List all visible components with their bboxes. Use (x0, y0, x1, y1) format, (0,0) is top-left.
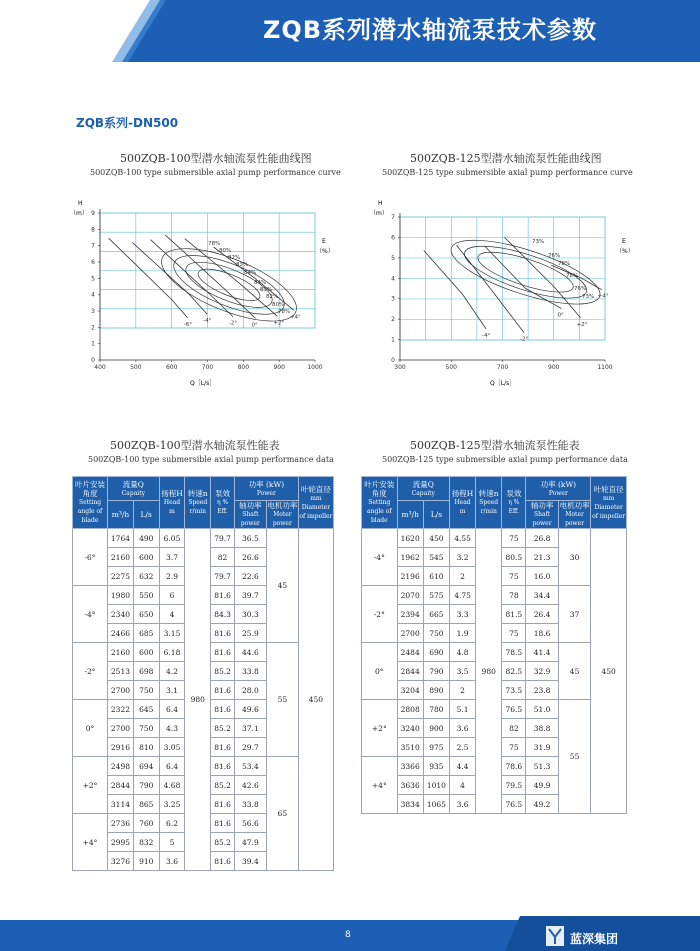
chart-125-title: 500ZQB-125型潜水轴流泵性能曲线图 (410, 152, 602, 165)
table-cell: 32.9 (526, 662, 558, 681)
table-cell: 75 (502, 624, 526, 643)
table-cell: 3.6 (159, 852, 185, 871)
y-tick-label: 4 (91, 291, 95, 299)
table-cell: 2.9 (159, 567, 185, 586)
angle-cell: -4° (73, 586, 108, 643)
table-cell: 3114 (108, 795, 134, 814)
col-speed: 转速n Speed r/min (185, 477, 211, 529)
angle-label: -4° (482, 332, 491, 339)
y-tick-label: 2 (91, 324, 95, 332)
table-cell: 550 (133, 586, 159, 605)
table-cell: 2844 (397, 662, 423, 681)
diameter-cell: 450 (591, 529, 627, 814)
table-cell: 2736 (108, 814, 134, 833)
y-tick-label: 3 (91, 308, 95, 315)
angle-label: -2° (520, 336, 529, 343)
x-tick-label: 900 (273, 364, 285, 371)
x-tick-label: 1100 (597, 364, 613, 371)
y-tick-label: 5 (391, 254, 395, 262)
table-cell: 1.9 (449, 624, 475, 643)
table-cell: 1620 (397, 529, 423, 548)
col-head: 扬程H Head m (449, 477, 475, 529)
table-cell: 75 (502, 738, 526, 757)
table-cell: 78 (502, 586, 526, 605)
table-cell: 2808 (397, 700, 423, 719)
y-tick-label: 5 (91, 275, 95, 283)
x-tick-label: 500 (130, 364, 142, 371)
table-cell: 36.5 (234, 529, 266, 548)
table-cell: 6.18 (159, 643, 185, 662)
table-cell: 29.7 (234, 738, 266, 757)
table-cell: 5.1 (449, 700, 475, 719)
angle-cell: 0° (362, 643, 398, 700)
table-cell: 47.9 (234, 833, 266, 852)
table-cell: 81.6 (211, 814, 235, 833)
table-cell: 632 (133, 567, 159, 586)
table-cell: 750 (423, 624, 449, 643)
x-tick-label: 700 (496, 364, 509, 371)
table-cell: 34.4 (526, 586, 558, 605)
angle-label: -2° (228, 320, 238, 327)
table-cell: 51.3 (526, 757, 558, 776)
col-speed: 转速n Speed r/min (476, 477, 502, 529)
y-tick-label: 0 (91, 357, 95, 364)
table-row (362, 529, 627, 548)
chart-100-e-unit: （%） (316, 248, 334, 255)
table-cell: 4 (159, 605, 185, 624)
efficiency-label: 78% (278, 309, 291, 315)
efficiency-label: 73% (532, 239, 545, 245)
x-tick-label: 500 (445, 364, 457, 371)
table-cell: 26.8 (526, 529, 558, 548)
table-cell: 450 (423, 529, 449, 548)
table-cell: 890 (423, 681, 449, 700)
table-cell: 2700 (397, 624, 423, 643)
table-cell: 3204 (397, 681, 423, 700)
table-cell: 51.0 (526, 700, 558, 719)
col-head: 扬程H Head m (159, 477, 185, 529)
table-cell: 26.4 (526, 605, 558, 624)
table-cell: 3276 (108, 852, 134, 871)
chart-125-h-label: H (378, 200, 383, 207)
x-tick-label: 900 (548, 364, 560, 371)
col-power: 功率 (kW) Power (234, 477, 298, 501)
table-cell: 81.6 (211, 757, 235, 776)
table-cell: 790 (133, 776, 159, 795)
table-cell: 82 (502, 719, 526, 738)
table-cell: 694 (133, 757, 159, 776)
table-row (73, 529, 334, 548)
efficiency-label: 73% (582, 294, 595, 300)
table-cell: 610 (423, 567, 449, 586)
table-125-subtitle: 500ZQB-125 type submersible axial pump performance data (382, 455, 628, 464)
table-cell: 545 (423, 548, 449, 567)
table-cell: 2513 (108, 662, 134, 681)
table-cell: 4.2 (159, 662, 185, 681)
table-cell: 3240 (397, 719, 423, 738)
table-cell: 23.8 (526, 681, 558, 700)
table-cell: 2 (449, 681, 475, 700)
angle-label: -6° (183, 321, 192, 328)
angle-label: -4° (203, 318, 212, 325)
table-cell: 900 (423, 719, 449, 738)
table-cell: 910 (133, 852, 159, 871)
col-motor-power: 电机功率 Moter power (559, 501, 590, 527)
angle-label: +2° (576, 321, 588, 328)
x-tick-label: 400 (94, 364, 106, 371)
page-title: ZQB系列潜水轴流泵技术参数 (262, 16, 598, 44)
angle-cell: 0° (73, 700, 108, 757)
table-cell: 780 (423, 700, 449, 719)
chart-125-h-unit: （m） (370, 210, 388, 217)
table-cell: 53.4 (234, 757, 266, 776)
table-cell: 1980 (108, 586, 134, 605)
table-cell: 975 (423, 738, 449, 757)
table-cell: 49.2 (526, 795, 558, 814)
col-flow-ls: L/s (423, 501, 449, 529)
table-cell: 3.2 (449, 548, 475, 567)
table-cell: 1065 (423, 795, 449, 814)
table-cell: 4 (449, 776, 475, 795)
table-cell: 2196 (397, 567, 423, 586)
x-tick-label: 800 (237, 364, 250, 371)
table-cell: 3.05 (159, 738, 185, 757)
table-100-title: 500ZQB-100型潜水轴流泵性能表 (110, 439, 280, 452)
col-eff: 泵效 η % Eff. (211, 477, 235, 529)
table-cell: 30.3 (234, 605, 266, 624)
table-cell: 3.7 (159, 548, 185, 567)
table-cell: 84.3 (211, 605, 235, 624)
table-cell: 750 (133, 719, 159, 738)
col-flow-m3h: m³/h (397, 501, 423, 529)
table-cell: 2844 (108, 776, 134, 795)
table-cell: 16.0 (526, 567, 558, 586)
y-tick-label: 0 (391, 357, 395, 364)
efficiency-contour (474, 244, 577, 300)
head-curve (109, 238, 188, 318)
table-cell: 49.9 (526, 776, 558, 795)
table-cell: 2484 (397, 643, 423, 662)
efficiency-label: 84% (254, 280, 267, 286)
table-cell: 81.6 (211, 852, 235, 871)
table-cell: 4.3 (159, 719, 185, 738)
angle-cell: +4° (73, 814, 108, 871)
table-cell: 3834 (397, 795, 423, 814)
table-cell: 810 (133, 738, 159, 757)
table-cell: 2466 (108, 624, 134, 643)
efficiency-label: 78% (558, 261, 571, 267)
col-motor-power: 电机功率 Moter power (267, 501, 298, 527)
table-cell: 2.5 (449, 738, 475, 757)
table-cell: 79.7 (211, 529, 235, 548)
table-cell: 85.2 (211, 662, 235, 681)
table-cell: 37.1 (234, 719, 266, 738)
chart-125-e-unit: （%） (616, 248, 634, 255)
table-cell: 935 (423, 757, 449, 776)
table-cell: 81.6 (211, 700, 235, 719)
table-cell: 81.6 (211, 738, 235, 757)
chart-125-plot (360, 195, 650, 390)
table-cell: 25.9 (234, 624, 266, 643)
y-tick-label: 1 (91, 340, 95, 348)
table-cell: 750 (133, 681, 159, 700)
table-cell: 698 (133, 662, 159, 681)
x-tick-label: 300 (394, 364, 406, 371)
x-tick-label: 600 (165, 364, 178, 371)
table-cell: 39.7 (234, 586, 266, 605)
section-title: ZQB系列-DN500 (76, 116, 179, 130)
diameter-cell: 450 (298, 529, 333, 871)
col-flow-ls: L/s (133, 501, 159, 529)
table-cell: 1764 (108, 529, 134, 548)
y-tick-label: 6 (91, 259, 95, 266)
efficiency-label: 76% (548, 253, 561, 259)
table-cell: 4.75 (449, 586, 475, 605)
table-cell: 575 (423, 586, 449, 605)
table-cell: 2322 (108, 700, 134, 719)
col-flow: 流量Q Capaity (108, 477, 160, 501)
table-cell: 2275 (108, 567, 134, 586)
table-cell: 2340 (108, 605, 134, 624)
table-cell: 3.15 (159, 624, 185, 643)
table-cell: 80.5 (502, 548, 526, 567)
angle-label: +4° (289, 314, 301, 321)
motor-power-cell: 55 (266, 643, 298, 757)
table-cell: 81.6 (211, 681, 235, 700)
table-cell: 78.6 (502, 757, 526, 776)
table-cell: 3636 (397, 776, 423, 795)
angle-cell: -2° (73, 643, 108, 700)
motor-power-cell: 55 (558, 700, 590, 814)
brand-name: 蓝深集团 (570, 932, 619, 946)
table-cell: 6.2 (159, 814, 185, 833)
table-cell: 2700 (108, 719, 134, 738)
table-cell: 600 (133, 548, 159, 567)
table-cell: 82 (211, 548, 235, 567)
table-cell: 600 (133, 643, 159, 662)
y-tick-label: 3 (391, 295, 395, 303)
table-cell: 82.5 (502, 662, 526, 681)
y-tick-label: 7 (391, 214, 395, 221)
table-cell: 85.2 (211, 776, 235, 795)
table-cell: 4.55 (449, 529, 475, 548)
table-cell: 38.8 (526, 719, 558, 738)
table-cell: 76.5 (502, 795, 526, 814)
table-cell: 44.6 (234, 643, 266, 662)
table-cell: 73.5 (502, 681, 526, 700)
table-cell: 685 (133, 624, 159, 643)
col-eff: 泵效 η % Eff. (502, 477, 526, 529)
table-500zqb-125 (361, 476, 627, 814)
chart-100-h-unit: （m） (70, 210, 88, 217)
chart-125-e-label: E (622, 238, 626, 245)
x-tick-label: 700 (201, 364, 214, 371)
brand-logo-icon (545, 925, 565, 947)
table-cell: 6.4 (159, 757, 185, 776)
col-shaft-power: 轴功率 Shaft power (526, 501, 558, 529)
chart-100-h-label: H (78, 200, 83, 207)
table-cell: 6.05 (159, 529, 185, 548)
chart-125-subtitle: 500ZQB-125 type submersible axial pump performance curve (382, 168, 633, 177)
table-cell: 39.4 (234, 852, 266, 871)
table-cell: 33.8 (234, 795, 266, 814)
angle-label: +2° (273, 320, 285, 327)
table-cell: 6.4 (159, 700, 185, 719)
table-cell: 79.7 (211, 567, 235, 586)
table-cell: 760 (133, 814, 159, 833)
chart-100-plot (60, 195, 350, 390)
table-cell: 650 (133, 605, 159, 624)
chart-100-e-label: E (322, 238, 326, 245)
table-cell: 18.6 (526, 624, 558, 643)
col-angle: 叶片安装角度 Setting angle of blade (362, 477, 398, 529)
efficiency-label: 80% (272, 302, 285, 308)
table-100-subtitle: 500ZQB-100 type submersible axial pump performance data (88, 455, 334, 464)
table-cell: 81.6 (211, 624, 235, 643)
table-cell: 56.6 (234, 814, 266, 833)
table-cell: 3.3 (449, 605, 475, 624)
table-cell: 645 (133, 700, 159, 719)
table-cell: 3366 (397, 757, 423, 776)
angle-cell: -4° (362, 529, 398, 586)
table-cell: 31.9 (526, 738, 558, 757)
table-cell: 4.8 (449, 643, 475, 662)
table-cell: 78.5 (502, 643, 526, 662)
motor-power-cell: 45 (266, 529, 298, 643)
table-cell: 2160 (108, 548, 134, 567)
speed-cell: 980 (476, 529, 502, 814)
col-shaft-power: 轴功率 Shaft power (234, 501, 266, 529)
table-cell: 865 (133, 795, 159, 814)
table-cell: 81.6 (211, 795, 235, 814)
table-cell: 790 (423, 662, 449, 681)
efficiency-label: 83% (236, 262, 249, 268)
angle-cell: -6° (73, 529, 108, 586)
table-cell: 1962 (397, 548, 423, 567)
y-tick-label: 7 (91, 242, 95, 250)
table-cell: 2070 (397, 586, 423, 605)
angle-cell: +4° (362, 757, 398, 814)
col-diameter: 叶轮直径 mm Diameter of impeller (591, 477, 627, 529)
table-cell: 42.6 (234, 776, 266, 795)
table-cell: 6 (159, 586, 185, 605)
efficiency-label: 78% (208, 241, 221, 247)
col-power: 功率 (kW) Power (526, 477, 591, 501)
x-tick-label: 1000 (307, 364, 323, 371)
motor-power-cell: 37 (558, 586, 590, 643)
col-flow-m3h: m³/h (108, 501, 134, 529)
table-cell: 79.5 (502, 776, 526, 795)
table-cell: 3.1 (159, 681, 185, 700)
y-tick-label: 8 (91, 226, 95, 234)
table-cell: 3.5 (449, 662, 475, 681)
table-cell: 2 (449, 567, 475, 586)
page-number: 8 (345, 930, 351, 940)
chart-100-subtitle: 500ZQB-100 type submersible axial pump performance curve (90, 168, 341, 177)
table-cell: 49.6 (234, 700, 266, 719)
chart-100-title: 500ZQB-100型潜水轴流泵性能曲线图 (120, 152, 312, 165)
table-cell: 85.2 (211, 719, 235, 738)
angle-label: 0° (557, 312, 564, 319)
table-cell: 75 (502, 567, 526, 586)
table-cell: 2160 (108, 643, 134, 662)
efficiency-label: 76% (574, 286, 587, 292)
angle-cell: +2° (73, 757, 108, 814)
y-tick-label: 4 (391, 275, 395, 283)
motor-power-cell: 30 (558, 529, 590, 586)
table-cell: 3.6 (449, 719, 475, 738)
table-125-title: 500ZQB-125型潜水轴流泵性能表 (410, 439, 580, 452)
table-cell: 21.3 (526, 548, 558, 567)
efficiency-label: 84% (244, 270, 257, 276)
col-diameter: 叶轮直径 mm Diameter of impeller (298, 477, 333, 529)
col-angle: 叶片安装角度 Setting angle of blade (73, 477, 108, 529)
table-cell: 2498 (108, 757, 134, 776)
table-cell: 41.4 (526, 643, 558, 662)
table-cell: 2394 (397, 605, 423, 624)
table-cell: 85.2 (211, 833, 235, 852)
table-cell: 3510 (397, 738, 423, 757)
table-cell: 5 (159, 833, 185, 852)
efficiency-label: 83% (260, 287, 273, 293)
table-500zqb-100 (72, 476, 334, 871)
efficiency-label: 78% (566, 273, 579, 279)
efficiency-label: 82% (266, 294, 279, 300)
table-cell: 81.5 (502, 605, 526, 624)
table-cell: 76.5 (502, 700, 526, 719)
efficiency-label: 82% (228, 255, 241, 261)
table-cell: 33.8 (234, 662, 266, 681)
motor-power-cell: 65 (266, 757, 298, 871)
table-cell: 832 (133, 833, 159, 852)
table-cell: 4.68 (159, 776, 185, 795)
y-tick-label: 6 (391, 234, 395, 242)
table-cell: 3.6 (449, 795, 475, 814)
angle-cell: +2° (362, 700, 398, 757)
angle-cell: -2° (362, 586, 398, 643)
angle-label: +4° (597, 293, 609, 300)
chart-125-q-label: Q［L/s］ (490, 380, 516, 387)
table-cell: 1010 (423, 776, 449, 795)
table-cell: 690 (423, 643, 449, 662)
y-tick-label: 1 (391, 336, 395, 344)
efficiency-label: 80% (219, 248, 232, 254)
table-cell: 81.6 (211, 586, 235, 605)
table-cell: 4.4 (449, 757, 475, 776)
y-tick-label: 2 (391, 316, 395, 324)
table-cell: 2916 (108, 738, 134, 757)
table-cell: 22.6 (234, 567, 266, 586)
table-cell: 3.25 (159, 795, 185, 814)
table-cell: 28.0 (234, 681, 266, 700)
chart-100-q-label: Q［L/s］ (190, 380, 216, 387)
table-cell: 75 (502, 529, 526, 548)
table-cell: 490 (133, 529, 159, 548)
table-cell: 26.6 (234, 548, 266, 567)
table-cell: 81.6 (211, 643, 235, 662)
table-cell: 2700 (108, 681, 134, 700)
angle-label: 0° (251, 322, 258, 329)
y-tick-label: 9 (91, 210, 95, 217)
col-flow: 流量Q Capaity (397, 477, 449, 501)
table-cell: 665 (423, 605, 449, 624)
table-cell: 2995 (108, 833, 134, 852)
speed-cell: 980 (185, 529, 211, 871)
motor-power-cell: 45 (558, 643, 590, 700)
